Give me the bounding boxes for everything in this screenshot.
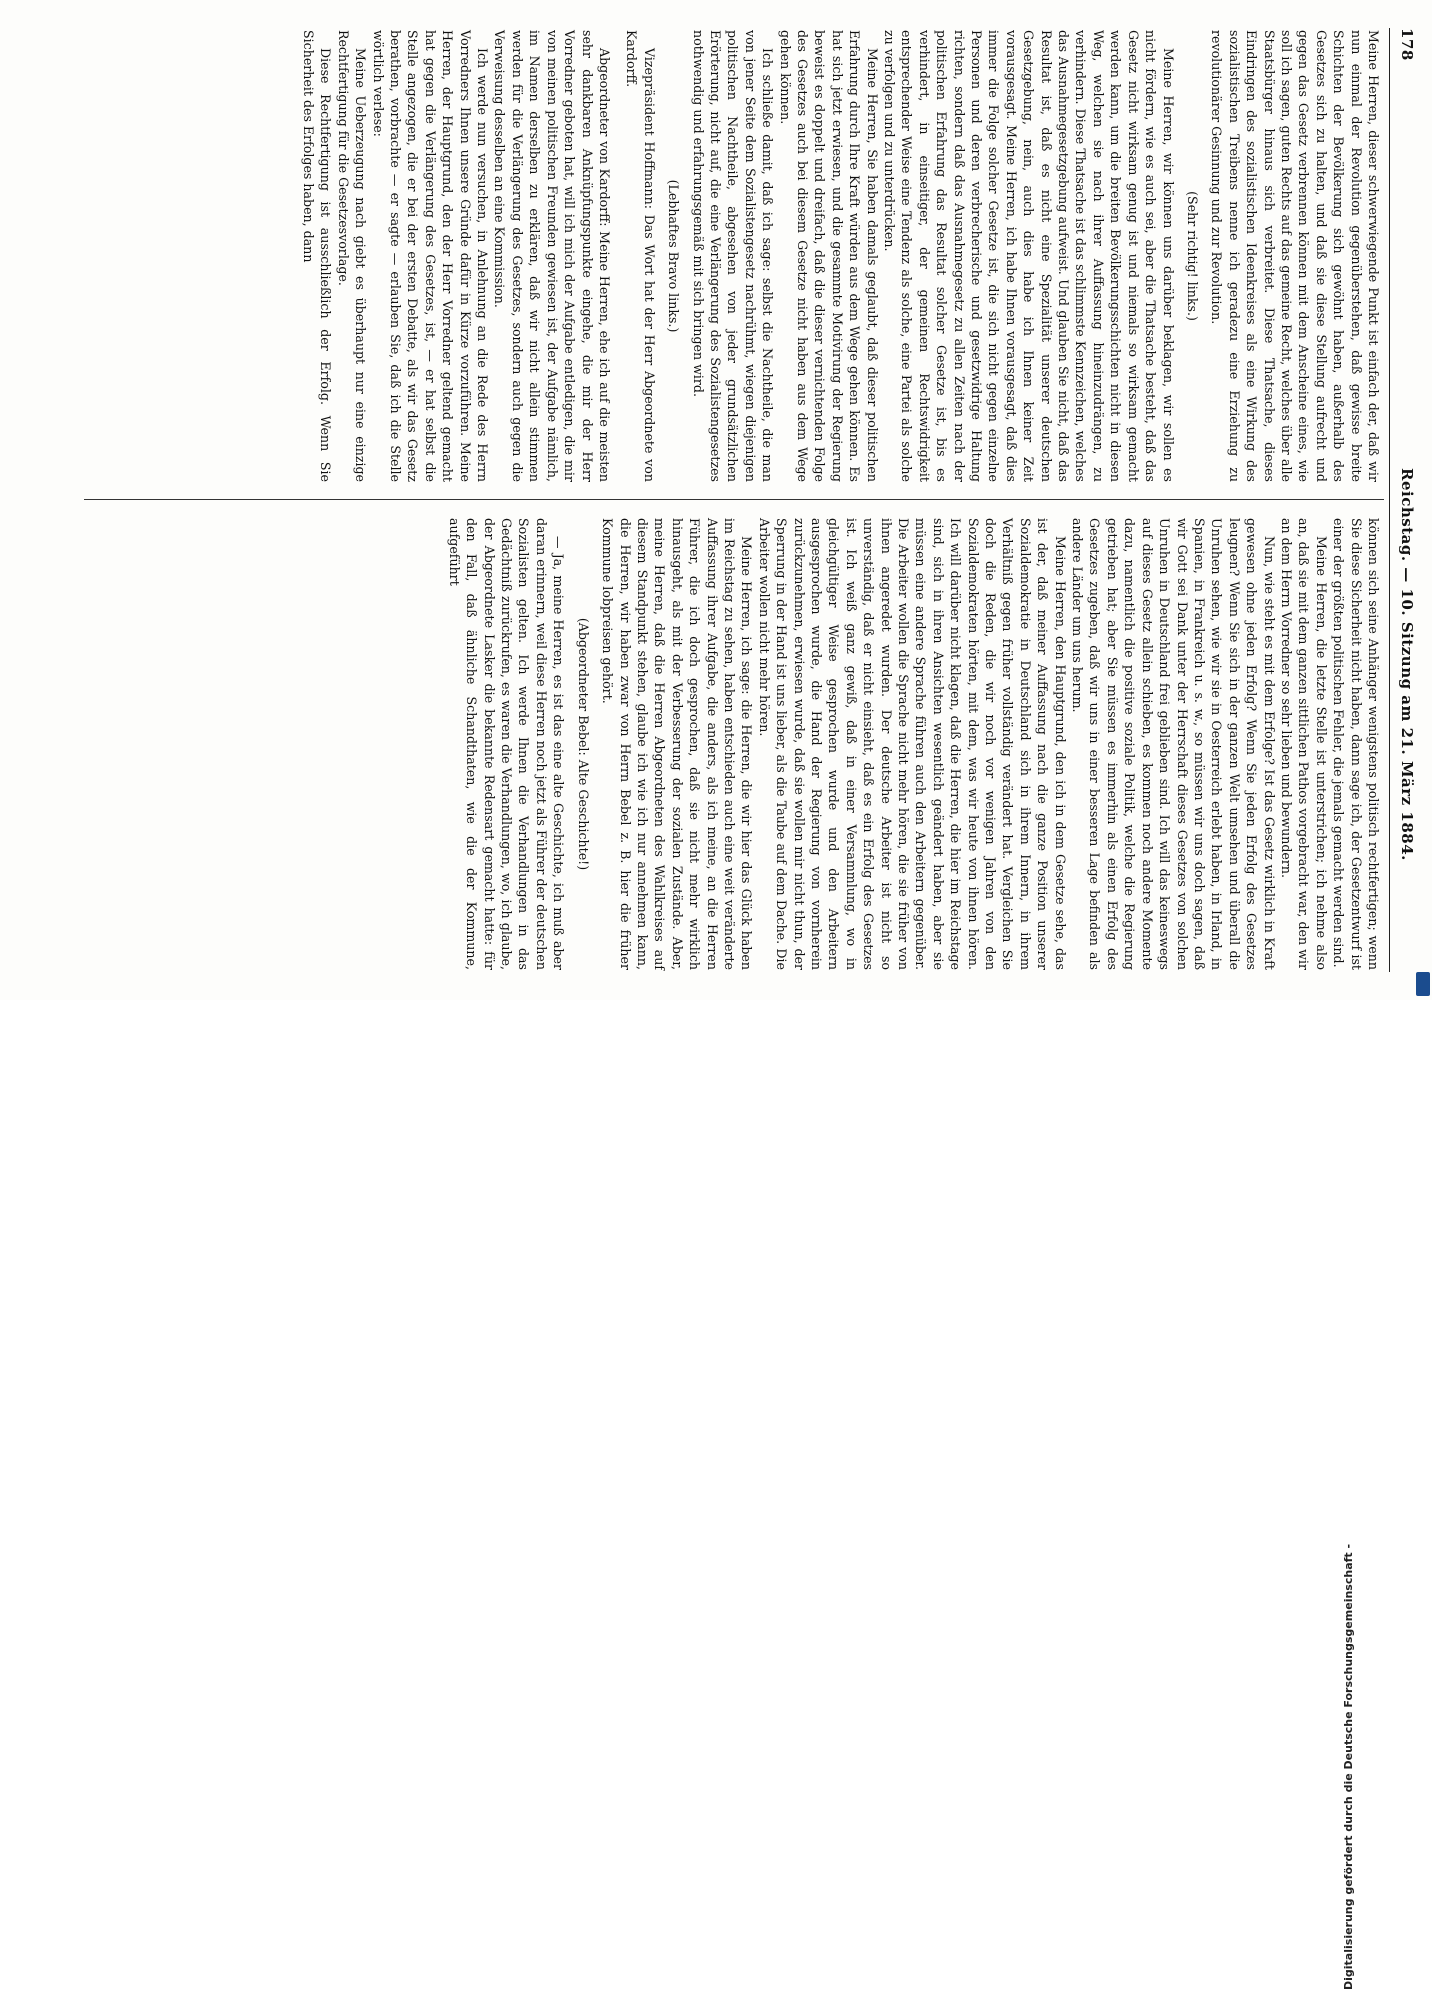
interjection: (Abgeordneter Bebel: Alte Geschichte!) bbox=[575, 617, 591, 871]
paragraph-spacer bbox=[613, 30, 623, 482]
paragraph: Meine Herren, dieser schwerwiegende Punkt ist einfach der, daß wir nun einmal der Revolution gegenüberstehen, daß gewisse breite Schichten der Bevölkerung sich gewöhnt haben, außerhalb des Gesetzes sich zu halten, und daß sie diese Stellung aufrecht und gegen das Gesetz verbrennen können mit dem Anscheine eines, wie soll ich sagen, guten Rechts auf das gemeine Recht, welches über alle Staatsbürger hinaus sich verbreitet. Diese Thatsache, dieses Eindringen des sozialistischen Ideenkreises als eine Wirkung des sozialistischen Treibens nenne ich geradezu eine Erziehung zu revolutionärer Gesinnung und zur Revolution. bbox=[1209, 30, 1381, 482]
paragraph: Meine Herren, ich sage: die Herren, die wir hier das Glück haben im Reichstag zu sehen, haben entschieden auch eine weit veränderte Auffassung ihrer Aufgabe, die anders, als ich meine, an die Herren Führer, die ich doch gesprochen, daß sie nicht mehr wirklich hinausgeht, als mit der Verbesserung der sozialen Zustände. Aber, meine Herren, daß die Herren Abgeordneten des Wahlkreises auf diesem Standpunkt stehen, glaube ich wie ich nur annehmen kann, die Herren, wir haben zwar von Herrn Bebel z. B. hier die früher Kommune lobpreisen gehört. bbox=[600, 518, 755, 970]
dfg-logo bbox=[1416, 972, 1430, 996]
paragraph: Abgeordneter von Kardorff: Meine Herren, ehe ich auf die meisten sehr dankbaren Anknüpfungspunkte eingehe, die mir der Herr Vorredner geboten hat, will ich mich der Aufgabe entledigen, die mir von meinen politischen Freunden gewiesen ist, der Aufgabe nämlich, im Namen derselben zu erklären, daß wir nicht allein stimmen werden für die Verlängerung des Gesetzes, sondern auch gegen die Verweisung desselben an eine Kommission. bbox=[492, 30, 612, 482]
session-title: Reichstag. — 10. Sitzung am 21. März 1884. bbox=[1398, 468, 1416, 861]
paragraph: Meine Herren, die letzte Stelle ist unterstrichen; ich nehme also an, daß sie mit dem ganzen sittlichen Pathos vorgebracht war, den wir an dem Herrn Vorredner so sehr lieben und bewundern. bbox=[1278, 518, 1329, 970]
right-column bbox=[445, 518, 1382, 970]
column-divider bbox=[84, 499, 1384, 500]
paragraph: können sich seine Anhänger wenigstens politisch rechtfertigen; wenn Sie diese Sicherheit nicht haben, dann sage ich, der Gesetzentwurf ist einer der größten politischen Fehler, die jemals gemacht werden sind. bbox=[1331, 518, 1381, 970]
page-number: 178 bbox=[1398, 28, 1416, 61]
paragraph: Vizepräsident Hoffmann: Das Wort hat der Herr Abgeordnete von Kardorff. bbox=[624, 30, 657, 482]
paragraph: Meine Herren, wir können uns darüber beklagen, wir sollen es nicht fördern, wie es auch sei, aber die Thatsache besteht, daß das Gesetz nicht wirksam genug ist und niemals so wirksam gemacht werden kann, um die breiten Bevölkerungsschichten nicht in diesen Weg, welchen sie nach ihrer Auffassung hineinzudrängen, zu verhindern. Diese Thatsache ist das schlimmste Kennzeichen, welches das Ausnahmegesetzgebung aufweist. Und glauben Sie nicht, daß das Resultat ist, daß es nicht eine Spezialität unserer deutschen Gesetzgebung, nein, auch dies habe ich Ihnen keiner Zeit vorausgesagt. Meine Herren, ich habe Ihnen vorausgesagt, daß dies immer die Folge solcher Gesetze ist, die sich nicht gegen einzelne Personen und deren verbrecherische und gesetzwidrige Haltung richten, sondern daß das Ausnahmegesetz zu allen Zeiten nach der politischen Erfahrung das Resultat solcher Gesetze ist, bis es verhindert, in einseitiger, der gemeinen Rechtswidrigkeit entsprechender Weise eine Tendenz als solche, eine Partei als solche zu verfolgen und zu unterdrücken. bbox=[882, 30, 1176, 482]
footer-strip bbox=[1342, 1000, 1400, 2000]
interjection: (Lebhaftes Bravo links.) bbox=[666, 179, 682, 333]
paragraph: Meine Herren, Sie haben damals geglaubt, daß dieser politischen Erfahrung durch Ihre Kraft würden aus dem Wege gehen können. Es hat sich jetzt erwiesen, und die gesammte Motivirung der Regierung beweist es doppelt und dreifach, daß die dieser vernichtenden Folge des Gesetzes auch bei diesem Gesetze nicht haben aus dem Wege gehen können. bbox=[777, 30, 880, 482]
paragraph: — Ja, meine Herren, es ist das eine alte Geschichte, ich muß aber daran erinnern, weil diese Herren noch jetzt als Führer der deutschen Sozialisten gelten. Ich werde Ihnen die Verhandlungen in das Gedächtniß zurückrufen, es waren die Verhandlungen, wo, ich glaube, der Abgeordnete Lasker die bekannte Redensart gemacht hatte: für den Fall, daß ähnliche Schandthaten, wie die der Kommune, aufgeführt bbox=[446, 518, 567, 970]
digitization-credit: Digitalisierung gefördert durch die Deutsche Forschungsgemeinschaft - bbox=[1342, 1543, 1355, 1990]
left-column bbox=[300, 30, 1382, 482]
header-rule bbox=[1389, 28, 1390, 972]
paragraph: Diese Rechtfertigung ist ausschließlich der Erfolg. Wenn Sie Sicherheit des Erfolges haben, dann bbox=[301, 30, 334, 482]
newspaper-page bbox=[32, 0, 1432, 1000]
paragraph: Meine Herren, den Hauptgrund, den ich in dem Gesetze sehe, das ist der, daß meiner Auffassung nach die ganze Position unserer Sozialdemokratie in Deutschland sich in ihrem Innern, in ihrem Verhältniß gegen früher vollständig verändert hat. Vergleichen Sie doch die Reden, die wir noch vor wenigen Jahren von den Sozialdemokraten hörten, mit dem, was wir heute von ihnen hören. Ich will darüber nicht klagen, daß die Herren, die hier im Reichstage sind, sich in ihren Ansichten wesentlich geändert haben, aber sie müssen eine andere Sprache führen auch den Arbeitern gegenüber. Die Arbeiter wollen die Sprache nicht mehr hören, die sie früher von ihnen angeredet wurden. Der deutsche Arbeiter ist nicht so unverständig, daß er nicht einsieht, daß es ein Erfolg des Gesetzes ist. Ich weiß ganz gewiß, daß in einer Versammlung, wo in gleichgültiger Weise gesprochen wurde und den Arbeitern ausgesprochen wurde, die Hand der Regierung von vornherein zurückzunehmen, erwiesen wurde, daß sie wollen mir nicht thun, der Sperrung in der Hand ist uns lieber, als die Taube auf dem Dache. Die Arbeiter wollen nicht mehr hören. bbox=[756, 518, 1068, 970]
paragraph: Nun, wie steht es mit dem Erfolge? Ist das Gesetz wirklich in Kraft gewesen ohne jeden Erfolg? Wenn Sie jeden Erfolg des Gesetzes leugnen? Wenn Sie sich in der ganzen Welt umsehen und überall die Unruhen sehen, wie wir sie in Oesterreich erlebt haben, in Irland, in Spanien, in Frankreich u. s. w., so müssen wir uns doch sagen, daß wir Gott sei Dank unter der Herrschaft dieses Gesetzes von solchen Unruhen in Deutschland frei geblieben sind. Ich will das keineswegs auf dieses Gesetz allein schieben, es kommen noch andere Momente dazu, namentlich die positive soziale Politik, welche die Regierung getrieben hat; aber Sie müssen es immerhin als einen Erfolg des Gesetzes zugeben, daß wir uns in einer besseren Lage befinden als andere Länder um uns herum. bbox=[1070, 518, 1277, 970]
page-header bbox=[1394, 28, 1420, 972]
paragraph: Ich schließe damit, daß ich sage: selbst die Nachtheile, die man von jener Seite dem Sozialistengesetz nachrühmt, wiegen diejenigen politischen Nachtheile, abgesehen von jeder grundsätzlichen Erörterung, nicht auf, die eine Verlängerung des Sozialistengesetzes nothwendig und erfahrungsgemäß mit sich bringen wird. bbox=[690, 30, 776, 482]
paragraph: Meine Ueberzeugung nach giebt es überhaupt nur eine einzige Rechtfertigung für die Gesetzesvorlage. bbox=[335, 30, 369, 482]
paragraph: Ich werde nun versuchen, in Anlehnung an die Rede des Herrn Vorredners Ihnen unsere Gründe dafür in Kürze vorzuführen. Meine Herren, der Hauptgrund, den der Herr Vorredner geltend gemacht hat gegen die Verlängerung des Gesetzes, ist, — er hat selbst die Stelle angezogen, die er bei der ersten Debatte, als wir das Gesetz berathen, vorbrachte — er sagte — erlauben Sie, daß ich die Stelle wörtlich verlese: bbox=[370, 30, 491, 482]
interjection: (Sehr richtig! links.) bbox=[1184, 191, 1200, 321]
